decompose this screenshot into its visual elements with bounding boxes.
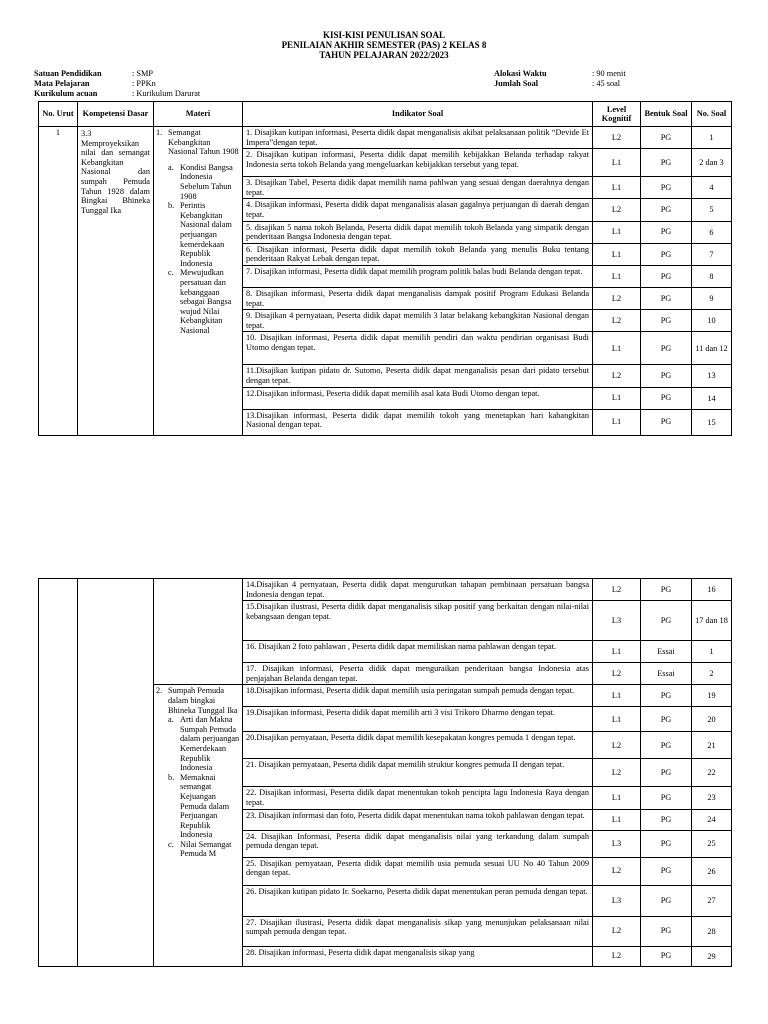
level-cell: L1 [593, 387, 641, 409]
materi-2c-text: Nilai Semangat Pemuda M [180, 839, 232, 859]
bentuk-cell: PG [641, 310, 692, 332]
bentuk-cell: PG [641, 787, 692, 809]
indikator-cell: 3. Disajikan Tabel, Peserta didik dapat memilih nama pahlwan yang sesuai dengan daerahnya dengan tepat. [243, 177, 593, 199]
level-cell: L2 [593, 857, 641, 885]
indikator-cell: 7. Disajikan informasi, Peserta didik dapat memilih program politik balas budi Belanda dengan tepat. [243, 265, 593, 287]
indikator-cell: 21. Disajikan pernyataan, Peserta didik dapat memilih struktur kongres pemuda II dengan tepat. [243, 759, 593, 787]
nosoal-cell: 13 [692, 365, 732, 387]
nosoal-cell: 27 [692, 885, 732, 916]
doc-title-1: KISI-KISI PENULISAN SOAL [322, 30, 446, 40]
doc-title-3: TAHUN PELAJARAN 2022/2023 [319, 50, 449, 60]
col-header-level: Level Kognitif [593, 102, 641, 127]
meta-satuan-label: Satuan Pendidikan [34, 69, 102, 78]
indikator-cell: 9. Disajikan 4 pernyataan, Peserta didik dapat memilih 3 latar belakang kebangkitan Nasional dengan tepat. [243, 310, 593, 332]
nosoal-cell: 14 [692, 387, 732, 409]
bentuk-cell: PG [641, 857, 692, 885]
meta-alokasi-value: : 90 menit [592, 69, 626, 78]
materi-1b-text: Perintis Kebangkitan Nasional dalam perjuangan kemerdekaan Republik Indonesia [180, 201, 232, 268]
bentuk-cell: PG [641, 885, 692, 916]
indikator-cell: 11.Disajikan kutipan pidato dr. Sutomo, Peserta didik dapat menganalisis pesan dari pidato tersebut dengan tepat. [243, 365, 593, 387]
meta-labels-left [34, 69, 102, 99]
nosoal-cell: 26 [692, 857, 732, 885]
nosoal-cell: 29 [692, 946, 732, 966]
level-cell: L2 [593, 127, 641, 149]
materi-2b-text: Memaknai semangat Kejuangan Pemuda dalam Perjuangan Republik Indonesia [180, 772, 230, 840]
nosoal-cell: 2 [692, 663, 732, 685]
level-cell: L1 [593, 641, 641, 663]
level-cell: L1 [593, 787, 641, 809]
nosoal-cell: 28 [692, 916, 732, 946]
bentuk-cell: PG [641, 199, 692, 221]
level-cell: L2 [593, 663, 641, 685]
doc-title-2: PENILAIAN AKHIR SEMESTER (PAS) 2 KELAS 8 [281, 40, 487, 50]
level-cell: L2 [593, 579, 641, 601]
meta-jumlah-value: : 45 soal [592, 79, 621, 88]
indikator-cell: 2. Disajikan kutipan informasi, Peserta didik dapat memilih kebijakkan Belanda terhadap rakyat Indonesia serta tokoh Belanda yang mengeluarkan kebijakkan tersebut yang tepat. [243, 149, 593, 177]
col-header-kd: Kompetensi Dasar [78, 102, 154, 127]
indikator-cell: 13.Disajikan informasi, Peserta didik dapat memilih tokoh yang menetapkan hari kabangkitan Nasional dengan tepat. [243, 409, 593, 435]
bentuk-cell: PG [641, 265, 692, 287]
level-cell: L2 [593, 365, 641, 387]
indikator-cell: 1. Disajikan kutipan informasi, Peserta didik dapat menganalisis akibat pelaksanaan politik “Devide Et Impera”dengan tepat. [243, 127, 593, 149]
indikator-cell: 8. Disajikan informasi, Peserta didik dapat menganalisis dampak positif Program Edukasi Belanda tepat. [243, 287, 593, 309]
bentuk-cell: PG [641, 579, 692, 601]
indikator-cell: 6. Disajikan informasi, Peserta didik dapat memilih tokoh Belanda yang menulis Buku tentang penderitaan Rakyat Lebak dengan tepat. [243, 243, 593, 265]
meta-values-left [132, 69, 200, 99]
nosoal-cell: 25 [692, 830, 732, 857]
nosoal-cell: 8 [692, 265, 732, 287]
indikator-cell: 16. Disajikan 2 foto pahlawan , Peserta didik dapat memiliskan nama pahlawan dengan tepat. [243, 641, 593, 663]
bentuk-cell: PG [641, 332, 692, 365]
indikator-cell: 27. Disajikan ilustrasi, Peserta didik dapat menganalisis sikap yang menunjukan pelaksanaan nilai sumpah pemuda dengan tepat. [243, 916, 593, 946]
level-cell: L3 [593, 885, 641, 916]
meta-mapel-value: : PPKn [132, 79, 156, 88]
meta-mapel-label: Mata Pelajaran [34, 79, 90, 88]
indikator-cell: 20.Disajikan pernyataan, Peserta didik dapat memilih kesepakatan kongres pemuda 1 dengan tepat. [243, 732, 593, 759]
indikator-cell: 5. disajikan 5 nama tokoh Belanda, Peserta didik dapat memilih tokoh Belanda yang simpatik dengan penderitaan Bangsa Indonesia dengan tepat. [243, 221, 593, 243]
level-cell: L1 [593, 177, 641, 199]
level-cell: L2 [593, 287, 641, 309]
bentuk-cell: PG [641, 830, 692, 857]
nosoal-cell: 7 [692, 243, 732, 265]
meta-alokasi-label: Alokasi Waktu [494, 69, 547, 78]
bentuk-cell: PG [641, 916, 692, 946]
indikator-cell: 25. Disajikan pernyataan, Peserta didik dapat memilih usia pemuda sesuai UU No 40 Tahun 2009 dengan tepat. [243, 857, 593, 885]
level-cell: L1 [593, 265, 641, 287]
meta-jumlah-label: Jumlah Soal [494, 79, 539, 88]
bentuk-cell: Essai [641, 663, 692, 685]
level-cell: L1 [593, 409, 641, 435]
meta-kurikulum-value: : Kurikulum Darurat [132, 89, 201, 98]
materi-2b-marker: b. [168, 772, 175, 782]
meta-values-right [592, 69, 626, 89]
bentuk-cell: PG [641, 243, 692, 265]
materi-cell-empty [154, 579, 243, 685]
meta-labels-right [494, 69, 547, 89]
nosoal-cell: 11 dan 12 [692, 332, 732, 365]
level-cell: L2 [593, 916, 641, 946]
nosoal-cell: 2 dan 3 [692, 149, 732, 177]
nosoal-cell: 10 [692, 310, 732, 332]
col-header-bentuk: Bentuk Soal [641, 102, 692, 127]
level-cell: L1 [593, 707, 641, 732]
bentuk-cell: PG [641, 221, 692, 243]
indikator-cell: 10. Disajikan informasi, Peserta didik dapat memilih pendiri dan waktu pendirian organisasi Budi Utomo dengan tepat. [243, 332, 593, 365]
nosoal-cell: 20 [692, 707, 732, 732]
indikator-cell: 15.Disajikan ilustrasi, Peserta didik dapat menganalisis sikap positif yang berkaitan dengan nilai-nilai kebangsaan dengan tepat. [243, 601, 593, 641]
kompetensi-dasar: 3.3 Memproyeksikan nilai dan semangat Kebangkitan Nasional dan sumpah Pemuda Tahun 1928 dalam Bingkai Bhineka Tunggal Ika [78, 127, 154, 436]
nosoal-cell: 16 [692, 579, 732, 601]
indikator-cell: 12.Disajikan informasi, Peserta didik dapat memilih asal kata Budi Utomo dengan tepat. [243, 387, 593, 409]
indikator-cell: 28. Disajikan informasi, Peserta didik dapat menganalisis sikap yang [243, 946, 593, 966]
materi-1a-text: Kondisi Bangsa Indonesia Sebelum Tahun 1908 [180, 162, 233, 201]
nosoal-cell: 6 [692, 221, 732, 243]
bentuk-cell: PG [641, 732, 692, 759]
materi-2a-marker: a. [168, 715, 174, 725]
bentuk-cell: PG [641, 149, 692, 177]
nosoal-cell: 4 [692, 177, 732, 199]
bentuk-cell: PG [641, 685, 692, 707]
materi-cell-2 [154, 685, 243, 966]
row-number-empty [39, 579, 78, 967]
nosoal-cell: 5 [692, 199, 732, 221]
bentuk-cell: PG [641, 287, 692, 309]
table-row [39, 579, 732, 601]
level-cell: L2 [593, 199, 641, 221]
nosoal-cell: 1 [692, 127, 732, 149]
bentuk-cell: PG [641, 601, 692, 641]
indikator-cell: 4. Disajikan informasi, Peserta didik dapat menganalisis alasan gagalnya perjuangan di daerah dengan tepat. [243, 199, 593, 221]
table-row [39, 127, 732, 149]
kisi-kisi-table-1 [38, 101, 732, 436]
materi-1-title: Semangat Kebangkitan Nasional Tahun 1908 [168, 128, 239, 157]
bentuk-cell: PG [641, 707, 692, 732]
nosoal-cell: 22 [692, 759, 732, 787]
materi-1c-text: Mewujudkan persatuan dan kebanggaan sebagai Bangsa wujud Nilai Kebangkitan Nasional [180, 268, 232, 335]
level-cell: L1 [593, 221, 641, 243]
col-header-nosoal: No. Soal [692, 102, 732, 127]
bentuk-cell: PG [641, 759, 692, 787]
indikator-cell: 17. Disajikan informasi, Peserta didik dapat menguraikan penderitaan bangsa Indonesia atas penjajahan Belanda dengan tepat. [243, 663, 593, 685]
level-cell: L1 [593, 809, 641, 830]
bentuk-cell: Essai [641, 641, 692, 663]
kisi-kisi-table-2 [38, 578, 732, 967]
bentuk-cell: PG [641, 946, 692, 966]
kompetensi-dasar-empty [78, 579, 154, 967]
nosoal-cell: 19 [692, 685, 732, 707]
col-header-materi: Materi [154, 102, 243, 127]
materi-1b-marker: b. [168, 201, 175, 211]
bentuk-cell: PG [641, 365, 692, 387]
nosoal-cell: 1 [692, 641, 732, 663]
meta-satuan-value: : SMP [132, 69, 153, 78]
indikator-cell: 18.Disajikan informasi, Peserta didik dapat memilih usia peringatan sumpah pemuda dengan tepat. [243, 685, 593, 707]
meta-kurikulum-label: Kurikulum acuan [34, 89, 98, 98]
materi-1-number: 1. [156, 128, 163, 137]
level-cell: L3 [593, 601, 641, 641]
level-cell: L2 [593, 759, 641, 787]
level-cell: L1 [593, 685, 641, 707]
col-header-indikator: Indikator Soal [243, 102, 593, 127]
level-cell: L2 [593, 310, 641, 332]
level-cell: L2 [593, 946, 641, 966]
level-cell: L3 [593, 830, 641, 857]
bentuk-cell: PG [641, 409, 692, 435]
bentuk-cell: PG [641, 809, 692, 830]
nosoal-cell: 17 dan 18 [692, 601, 732, 641]
nosoal-cell: 21 [692, 732, 732, 759]
materi-1c-marker: c. [168, 268, 174, 278]
materi-2a-text: Arti dan Makna Sumpah Pemuda dalam perjuangan Kemerdekaan Republik Indonesia [180, 715, 240, 773]
nosoal-cell: 9 [692, 287, 732, 309]
document-title-block [0, 30, 768, 60]
materi-2-number: 2. [156, 686, 163, 696]
row-number: 1 [39, 127, 78, 436]
materi-2-title: Sumpah Pemuda dalam bingkai Bhineka Tunggal Ika [168, 686, 238, 715]
materi-2c-marker: c. [168, 839, 174, 849]
bentuk-cell: PG [641, 387, 692, 409]
indikator-cell: 24. Disajikan Informasi, Peserta didik dapat menganalisis nilai yang terkandung dalam sumpah pemuda dengan tepat. [243, 830, 593, 857]
materi-cell-1 [154, 127, 243, 436]
nosoal-cell: 24 [692, 809, 732, 830]
indikator-cell: 26. Disajikan kutipan pidato Ir. Soekarno, Peserta didik dapat menentukan peran pemuda dengan tepat. [243, 885, 593, 916]
level-cell: L2 [593, 732, 641, 759]
col-header-no: No. Urut [39, 102, 78, 127]
nosoal-cell: 23 [692, 787, 732, 809]
level-cell: L1 [593, 149, 641, 177]
bentuk-cell: PG [641, 127, 692, 149]
indikator-cell: 14.Disajikan 4 pernyataan, Peserta didik dapat mengurutkan tahapan pembinaan persatuan bangsa Indonesia dengan tepat. [243, 579, 593, 601]
bentuk-cell: PG [641, 177, 692, 199]
indikator-cell: 22. Disajikan informasi, Peserta didik dapat menentukan tokoh pencipta lagu Indonesia Raya dengan tepat. [243, 787, 593, 809]
level-cell: L1 [593, 243, 641, 265]
indikator-cell: 19.Disajikan informasi, Peserta didik dapat memilih arti 3 visi Trikoro Dharmo dengan tepat. [243, 707, 593, 732]
nosoal-cell: 15 [692, 409, 732, 435]
indikator-cell: 23. Disajikan informasi dan foto, Peserta didik dapat menentukan nama tokoh pahlawan dengan tepat. [243, 809, 593, 830]
materi-1a-marker: a. [168, 162, 174, 172]
level-cell: L1 [593, 332, 641, 365]
